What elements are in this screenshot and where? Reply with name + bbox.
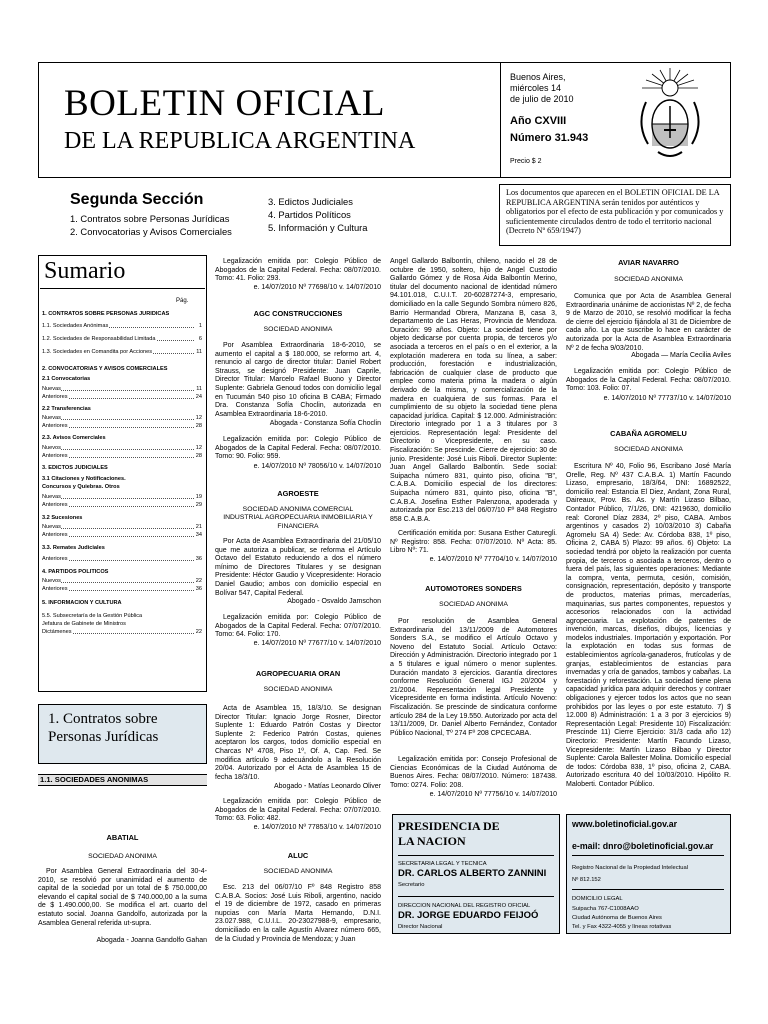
- sumario-entry[interactable]: Nuevos 12: [42, 445, 202, 451]
- secretaria-name: DR. CARLOS ALBERTO ZANNINI: [398, 868, 547, 879]
- contact-rule: [572, 889, 724, 890]
- sumario-subheading: Concursos y Quiebras. Otros: [42, 484, 120, 490]
- notice-body: Por Asamblea Extraordinaria 18-6-2010, se aumento el capital a $ 180.000, se reformo art. 4, renuncio al cargo de director titular: Daniel Robert Strauss, se designó Presidente: Juan Caprile, Director Titular: Marcelo Rafael Buono y Director Suplente: Gabriela Genoud todos con domicilio legal en Tucumán 540 piso 10 oficina B CABA; Firmado Dra. Constanza Sofía Choclin, autorizada en Asamblea Extraordinaria 18-6-2010.: [215, 342, 381, 418]
- direccion-label: DIRECCION NACIONAL DEL REGISTRO OFICIAL: [398, 903, 531, 909]
- sumario-subheading: 3.3. Remates Judiciales: [42, 545, 105, 551]
- notice-reference: e. 14/07/2010 Nº 78056/10 v. 14/07/2010: [253, 463, 381, 470]
- company-name: CABAÑA AGROMELU: [610, 429, 687, 438]
- sumario-entry[interactable]: Nuevas 19: [42, 494, 202, 500]
- sumario-entry[interactable]: Nuevas 21: [42, 524, 202, 530]
- company-name: AGC CONSTRUCCIONES: [253, 309, 343, 318]
- company-name: AGROESTE: [277, 489, 319, 498]
- phone-line: Tel. y Fax 4322-4055 y líneas rotativas: [572, 924, 672, 930]
- company-name: AGROPECUARIA ORAN: [255, 669, 341, 678]
- legal-address-label: DOMICILIO LEGAL: [572, 896, 623, 902]
- company-type: SOCIEDAD ANONIMA: [263, 326, 333, 333]
- coat-of-arms-icon: [630, 66, 710, 166]
- sumario-rule: [40, 288, 205, 289]
- section-topics-right: 3. Edictos Judiciales 4. Partidos Políticos 5. Información y Cultura: [268, 196, 368, 233]
- presidencia-title: PRESIDENCIA DE LA NACION: [398, 819, 500, 848]
- issue-number: Número 31.943: [510, 132, 589, 144]
- notice-legalization: Legalización emitida por: Colegio Público de Abogados de la Capital Federal. Fecha: 08/07/2010. Tomo: 103. Folio: 07.: [566, 368, 731, 393]
- sumario-subheading: 3.2 Sucesiones: [42, 515, 83, 521]
- sumario-entry[interactable]: 1.3. Sociedades en Comandita por Acciones 11: [42, 349, 202, 355]
- sociedades-bar-label: 1.1. SOCIEDADES ANONIMAS: [40, 775, 149, 784]
- contratos-title: 1. Contratos sobre Personas Jurídicas: [48, 711, 159, 745]
- sumario-entry[interactable]: 1.2. Sociedades de Responsabilidad Limitada 6: [42, 336, 202, 342]
- sumario-entry[interactable]: Anteriores 28: [42, 423, 202, 429]
- notice-reference: e. 14/07/2010 Nº 77737/10 v. 14/07/2010: [603, 395, 731, 402]
- notice-body: Angel Gallardo Balbontín, chileno, nacido el 28 de octubre de 1950, soltero, hijo de Angel Custodio Gallardo Gómez y de Rosa Aida Balbontín Merino, titular del documento nacional de identidad número 94.101.018, C.U.I.T. 20-60287274-3, empresario, domiciliado en la calle Segundo Sombra número 826, Barrio Hermandad Obrera, Manzana B, casa 3, departamento de Las Heras, Provincia de Mendoza. Duración: 99 años. Objeto: La sociedad tiene por objeto dedicarse por cuenta propia, de terceros y/o asociada a terceros en el país o en el exterior, a la explotación maderera en toda su línea, a saber: producción, forestación e industrialización, fabricación de cualquier clase de producto que emplee como materia prima la madera o algún derivado de la misma, y comercialización de la madera en cualquiera de sus formas. Para el cumplimiento de su objeto la sociedad tiene plena capacidad jurídica. Capital: $ 12.000. Administración: Directorio integrado por 1 a 3 titulares por 3 ejercicios. Representación legal: Presidente del Directorio o Vicepresidente, en su caso. Fiscalización: Se prescinde. Cierre de ejercicio: 30 de junio. Presidente: José Luis Riboli. Director Suplente: Juan Angel Gallardo Balbontín. Sede social: Suipacha número 831, quinto piso, oficina "B", C.A.B.A. Domicilio especial de los directores: Suipacha número 831, quinto piso, oficina "B", C.A.B.A. Josefina Esther Palenzona, apoderada y autorizada por Esc.213 del 06/07/10 Fº 848 Registro 858 C.A.B.A.: [390, 258, 557, 523]
- notice-body: Por resolución de Asamblea General Extraordinaria del 13/11/2009 de Automotores Sonders S.A., se modifico el Artículo Octavo y Noveno del Estatuto Social. Artículo Octavo: Dirección y Administración. Directorio integrado por 1 a 5 titulares e igual número o menor suplentes. Duración mandato 3 ejercicios. Garantía directores conforme Resolución General IGJ 20/2004 y 21/2004. Representación legal Presidente y Vicepresidente en forma indistinta. Artículo Noveno: Fiscalización. Se prescinde de sindicatura conforme artículo 284 de la Ley 19.550. Autorizado por acta del 13/11/2009, Dr. Daniel Alberto Fernández, Contador Público Nacional, Tº 274 Fº 208 CPCECABA.: [390, 618, 557, 737]
- notice-reference: e. 14/07/2010 Nº 77698/10 v. 14/07/2010: [253, 284, 381, 291]
- company-type: SOCIEDAD ANONIMA: [88, 853, 157, 860]
- notice-body: Esc. 213 del 06/07/10 Fº 848 Registro 858 C.A.B.A. Socios: José Luis Riboli, argentino, nacido el 19 de diciembre de 1972, casado en primeras nupcias con María Marta Hernando, D.N.I. 23.027.988, C.U.I.L. 20-23027988-9, empresario, domiciliado en la calle Agustín Alvarez número 665, de la Ciudad y Provincia de Mendoza; y Juan: [215, 884, 381, 943]
- sumario-entry[interactable]: Dictámenes 22: [42, 629, 202, 635]
- notice-body: Por Asamblea General Extraordinaria del 30-4-2010, se resolvió por unanimidad el aumento de capital de la sociedad por un total de $ 750.000,00 elevando el capital social de $ 740.000,00 a la suma de $ 1.490.000,00. Se modifica el art. cuarto del estatuto social. Joanna Gandolfo, autorizada por la Asamblea General referida ut-supra.: [38, 868, 207, 927]
- legal-notice: Los documentos que aparecen en el BOLETIN OFICIAL DE LA REPUBLICA ARGENTINA serán tenidos por auténticos y obligatorios por el efecto de esta publicación y por comunicados y suficientemente circulados dentro de todo el territorio nacional (Decreto Nº 659/1947): [499, 184, 731, 246]
- direccion-name: DR. JORGE EDUARDO FEIJOÓ: [398, 910, 539, 921]
- sumario-entry[interactable]: Nuevas 11: [42, 386, 202, 392]
- address-line: Suipacha 767-C1008AAO: [572, 906, 639, 912]
- company-type: SOCIEDAD ANONIMA: [614, 446, 683, 453]
- issue-date: Buenos Aires, miércoles 14 de julio de 2010: [510, 72, 574, 104]
- notice-certification: Certificación emitida por: Susana Esther Caturegli. Nº Registro: 858. Fecha: 07/07/2010. Nº Acta: 85. Libro Nº: 71.: [390, 530, 557, 555]
- notice-reference: e. 14/07/2010 Nº 77756/10 v. 14/07/2010: [429, 791, 557, 798]
- company-name: AUTOMOTORES SONDERS: [425, 584, 522, 593]
- notice-legalization: Legalización emitida por: Consejo Profesional de Ciencias Económicas de la Ciudad Autónoma de Buenos Aires. Fecha: 08/07/2010. Número: 187438. Tomo: 0274. Folio: 208.: [390, 756, 557, 789]
- company-name: ALUC: [287, 851, 309, 860]
- company-type: SOCIEDAD ANONIMA COMERCIAL INDUSTRIAL AGROPECUARIA INMOBILIARIA Y FINANCIERA: [223, 506, 373, 530]
- sumario-subheading: 2.3. Avisos Comerciales: [42, 435, 106, 441]
- notice-signature: Abogada — María Cecilia Aviles: [631, 352, 731, 359]
- notice-body: Comunica que por Acta de Asamblea General Extraordinaria unánime de accionistas Nº 2, de fecha 9 de Marzo de 2010, se resolvió modificar la fecha de cierre del ejercicio fijándola al 31 de Diciembre de cada año. La que suscribe lo hace en carácter de autorizada por la Acta de Asamblea Extraordinaria Nº 2 de fecha 9/03/2010.: [566, 293, 731, 352]
- sumario-entry[interactable]: Anteriores 28: [42, 453, 202, 459]
- sumario-heading: 2. CONVOCATORIAS Y AVISOS COMERCIALES: [42, 366, 168, 372]
- email-link[interactable]: e-mail: dnro@boletinoficial.gov.ar: [572, 841, 714, 851]
- notice-body: Por Acta de Asamblea Extraordinaria del 21/05/10 que me autoriza a publicar, se reforma el Artículo Octavo del Estatuto reduciendo a dos el número mínimo de Directores Titulares y se designan Presidente: Héctor Gaudio y Vicepresidente: Horacio Daniel Gaudio; ambos con domicilio especial en Bolívar 547, Capital Federal.: [215, 538, 381, 597]
- notice-legalization: Legalización emitida por: Colegio Público de Abogados de la Capital Federal. Fecha: 07/07/2010. Tomo: 64. Folio: 170.: [215, 614, 381, 639]
- presidencia-rule: [398, 855, 554, 856]
- notice-signature: Abogado - Matías Leonardo Oliver: [273, 783, 381, 790]
- sumario-entry[interactable]: 1.1. Sociedades Anónimas 1: [42, 323, 202, 329]
- notice-reference: e. 14/07/2010 Nº 77677/10 v. 14/07/2010: [253, 640, 381, 647]
- sumario-heading: 3. EDICTOS JUDICIALES: [42, 465, 108, 471]
- company-name: AVIAR NAVARRO: [618, 258, 679, 267]
- direccion-role: Director Nacional: [398, 924, 443, 930]
- notice-signature: Abogada - Joanna Gandolfo Gahan: [96, 937, 207, 944]
- masthead-title: BOLETIN OFICIAL: [64, 83, 385, 124]
- notice-legalization: Legalización emitida por: Colegio Público de Abogados de la Capital Federal. Fecha: 08/07/2010. Tomo: 41. Folio: 293.: [215, 258, 381, 283]
- secretaria-role: Secretario: [398, 882, 425, 888]
- sumario-title: Sumario: [44, 258, 126, 284]
- registry-number: Nº 812.152: [572, 877, 601, 883]
- address-city: Ciudad Autónoma de Buenos Aires: [572, 915, 662, 921]
- sumario-entry[interactable]: Anteriores 36: [42, 586, 202, 592]
- notice-reference: e. 14/07/2010 Nº 77853/10 v. 14/07/2010: [253, 824, 381, 831]
- company-type: SOCIEDAD ANONIMA: [263, 868, 333, 875]
- registry-label: Registro Nacional de la Propiedad Intelectual: [572, 865, 689, 871]
- company-name: ABATIAL: [106, 833, 139, 842]
- company-type: SOCIEDAD ANONIMA: [439, 601, 508, 608]
- sumario-subheading: 3.1 Citaciones y Notificaciones.: [42, 476, 126, 482]
- sumario-entry[interactable]: Nuevas 12: [42, 415, 202, 421]
- sumario-subheading: Jefatura de Gabinete de Ministros: [42, 621, 126, 627]
- issue-price: Precio $ 2: [510, 158, 542, 165]
- presidencia-rule: [398, 896, 554, 897]
- section-topics-left: 1. Contratos sobre Personas Jurídicas 2. Convocatorias y Avisos Comerciales: [70, 213, 232, 237]
- notice-signature: Abogada - Constanza Sofía Choclin: [269, 420, 381, 427]
- website-link[interactable]: www.boletinoficial.gov.ar: [572, 819, 678, 829]
- sumario-entry[interactable]: Anteriores 34: [42, 532, 202, 538]
- notice-legalization: Legalización emitida por: Colegio Público de Abogados de la Capital Federal. Fecha: 07/07/2010. Tomo: 63. Folio: 482.: [215, 798, 381, 823]
- contact-rule: [572, 855, 724, 856]
- notice-body: Escritura Nº 40, Folio 96, Escribano José María Orelle, Reg. Nº 437 C.A.B.A. 1) Martín Facundo Lizaso, empresario, 18/3/64, DNI: 16892522, domicilio real: Estancia El Diez, Andant, Zona Rural, Daireaux, Prov. Bs. As. y Martín Lizaso Bilbao, Contador Público, 7/1/26, DNI: 4219630, domicilio real: Coronel Díaz 2834, 2º piso, CABA. Ambos argentinos y casados 2) 10/03/2010 3) Cabaña Agromelu SA 4) Sede: Av. Córdoba 838, 1º piso, Oficina 2, CABA 5) Plazo: 99 años. 6) Objeto: La sociedad tendrá por objeto la realización por cuenta propia, de terceros o asociada a terceros, dentro o fuera del país, las siguientes operaciones: Mediante la compra, venta, permuta, cesión, comisión, consignación, representación, depósito y transporte de productos, materias primas, mercaderías, maquinarias, sus partes componentes, repuestos y accesorios relacionados con la actividad agropecuaria. La explotación de patentes de invención, marcas, diseños, dibujos, licencias y modelos industriales. Importación y exportación. Por la explotación en todas sus formas de establecimientos agrícola-ganaderos, frutícolas y de granjas, establecimientos de estancias para invernadas y cría de ganados, tambos y cabañas. La forestación y reforestación. La sociedad tiene plena capacidad jurídica para adquirir derechos y contraer obligaciones y ejercer todos los actos que no sean prohibidos por las leyes o por este estatuto. 7) $ 12.000 8) Administración: 1 a 3 por 3 ejercicios 9) Representación Legal: Presidente 10) Fiscalización: Prescinde 11) Cierre Ejercicio: 31/3 cada año 12) Directorio: Presidente: Martín Facundo Lizaso, Vicepresidente: Martín Lizaso Bilbao y Director Suplente: Carola Ballester Molina. Domicilio especial de todos: Córdoba 838, 1º piso, oficina 2, CABA. Autorizado escritura 40 del 10/03/2010. Hipólito R. Maloberti. Contador Público.: [566, 463, 731, 788]
- company-type: SOCIEDAD ANONIMA: [263, 686, 333, 693]
- sumario-entry[interactable]: Anteriores 36: [42, 556, 202, 562]
- sumario-heading: 5. INFORMACION Y CULTURA: [42, 600, 122, 606]
- sumario-entry[interactable]: Nuevos 22: [42, 578, 202, 584]
- sumario-entry[interactable]: Anteriores 24: [42, 394, 202, 400]
- sumario-subheading: 2.1 Convocatorias: [42, 376, 91, 382]
- sumario-subheading: 2.2 Transferencias: [42, 406, 91, 412]
- secretaria-label: SECRETARIA LEGAL Y TECNICA: [398, 861, 487, 867]
- sumario-heading: 4. PARTIDOS POLITICOS: [42, 569, 109, 575]
- notice-body: Acta de Asamblea 15, 18/3/10. Se designan Director Titular: Ignacio Jorge Rosner, Director Suplente 1: Eduardo Patrón Costas y Director Suplente 2: Federico Patrón Costas, quienes aceptaron los cargos, todos domicilio especial en Charcas Nº 4708, Piso 1º, Of. A, Cap. Fed. Se modifica artículo 9 adecuándolo a la Resolución 20/04. Autorizado por el Acta de Asamblea 15 de fecha 18/3/10.: [215, 705, 381, 781]
- sumario-subheading: 5.5. Subsecretaría de la Gestión Pública: [42, 613, 143, 619]
- sumario-heading: 1. CONTRATOS SOBRE PERSONAS JURIDICAS: [42, 311, 170, 317]
- section-title: Segunda Sección: [70, 191, 204, 208]
- masthead-divider: [500, 62, 501, 178]
- notice-signature: Abogado - Osvaldo Jamschon: [287, 598, 381, 605]
- sumario-entry[interactable]: Anteriores 29: [42, 502, 202, 508]
- page-column-label: Pág.: [176, 298, 189, 304]
- company-type: SOCIEDAD ANONIMA: [614, 276, 683, 283]
- issue-year: Año CXVIII: [510, 115, 567, 127]
- notice-reference: e. 14/07/2010 Nº 77704/10 v. 14/07/2010: [429, 556, 557, 563]
- notice-legalization: Legalización emitida por: Colegio Público de Abogados de la Capital Federal. Fecha: 08/07/2010. Tomo: 90. Folio: 959.: [215, 436, 381, 461]
- masthead-subtitle: DE LA REPUBLICA ARGENTINA: [64, 128, 416, 154]
